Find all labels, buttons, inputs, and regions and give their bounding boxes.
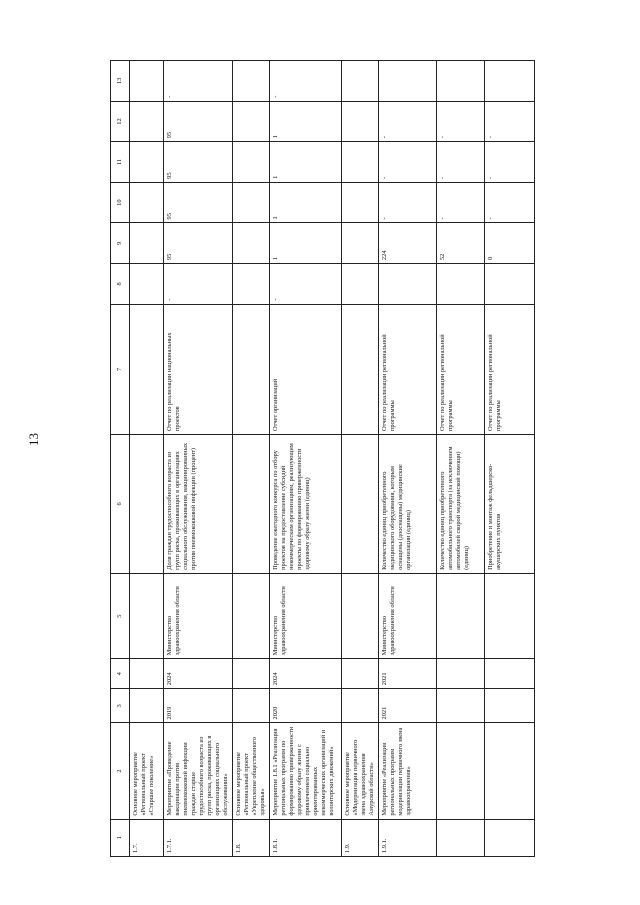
table-row [233,61,270,857]
table-cell [437,61,485,102]
column-header: 13 [111,61,130,102]
table-cell [342,435,379,574]
column-header: 10 [111,182,130,223]
table-cell: Отчет по реализации национальных проектов [164,304,233,434]
table-cell: Количество единиц приобретенного медицинского оборудования, которым оснащены (дооснащены) медицинские организации (единиц) [379,435,437,574]
table-cell: 1.7.1. [164,819,233,856]
table-cell: 1 [270,142,342,183]
table-cell [485,689,535,723]
table-cell: - [270,264,342,305]
table-cell: 2021 [379,659,437,689]
table-cell [485,264,535,305]
table-cell [130,435,164,574]
table-row [342,61,379,857]
table-cell: - [485,142,535,183]
column-header: 5 [111,573,130,658]
table-cell [342,573,379,658]
table-cell: 95 [164,101,233,142]
table-cell: 1.8. [233,819,270,856]
table-cell: Мероприятие 1.8.1 «Реализация региональных программ по формированию приверженности здоровому образу жизни с привлечением социально ориентированных некоммерческих организаций и волонтерских движений» [270,723,342,819]
table-cell: - [164,61,233,102]
table-cell [233,101,270,142]
table-cell: Отчет по реализации региональной программы [379,304,437,434]
column-header: 2 [111,723,130,819]
column-header: 1 [111,819,130,856]
table-cell: Основное мероприятие «Региональный проект «Укрепление общественного здоровья» [233,723,270,819]
table-cell: - [437,182,485,223]
table-row [379,61,437,857]
table-cell: - [270,61,342,102]
table-cell [130,182,164,223]
column-header: 12 [111,101,130,142]
table-cell [233,304,270,434]
table-cell [437,819,485,856]
table-cell [485,819,535,856]
column-header: 9 [111,223,130,264]
table-cell: 1.8.1. [270,819,342,856]
table-cell [342,264,379,305]
table-cell [130,101,164,142]
table-cell [379,61,437,102]
table-cell: 52 [437,223,485,264]
table-cell: Министерство здравоохранения области [164,573,233,658]
column-header: 4 [111,659,130,689]
table-row [437,61,485,857]
table-cell [437,659,485,689]
table-cell: - [379,101,437,142]
table-cell: - [379,182,437,223]
table-cell [437,573,485,658]
table-cell: Отчет организаций [270,304,342,434]
table-cell [342,304,379,434]
table-cell: 95 [164,223,233,264]
table-cell [342,61,379,102]
table-cell: 224 [379,223,437,264]
table-cell: Приобретение и монтаж фельдшерско-акушерских пунктов [485,435,535,574]
table-cell [485,723,535,819]
table-cell [342,223,379,264]
table-cell: - [485,101,535,142]
table-cell: - [379,142,437,183]
table-cell [233,223,270,264]
table-cell: 0 [485,223,535,264]
table-cell: Доля граждан трудоспособного возраста из групп риска, проживающих в организациях социального обслуживания, вакцинированных против пневмококковой инфекции (процент) [164,435,233,574]
table-cell [342,142,379,183]
table-row [130,61,164,857]
table-cell [437,689,485,723]
table-cell: 95 [164,182,233,223]
table-cell: Мероприятие «Реализация региональных программ модернизации первичного звена здравоохранения» [379,723,437,819]
table-cell: 2019 [164,689,233,723]
table-cell [485,573,535,658]
column-header: 7 [111,304,130,434]
table-cell [342,101,379,142]
table-cell: 1 [270,182,342,223]
table-cell [130,264,164,305]
table-cell [233,142,270,183]
table-cell [342,182,379,223]
table-cell [233,182,270,223]
table-cell [130,304,164,434]
table-cell [130,223,164,264]
table-cell: Количество единиц приобретенного автомобильного транспорта (за исключением автомобилей скорой медицинской помощи) (единиц) [437,435,485,574]
table-cell [130,61,164,102]
table-cell: Министерство здравоохранения области [379,573,437,658]
table-cell [233,264,270,305]
table-cell [437,264,485,305]
table-cell: Основное мероприятие «Модернизация первичного звена здравоохранения Амурской области» [342,723,379,819]
table-cell: - [437,101,485,142]
table-row [164,61,233,857]
table-cell: Мероприятие «Проведение вакцинации против пневмококковой инфекции граждан старше трудоспособного возраста из групп риска, проживающих в организациях социального обслуживания» [164,723,233,819]
table-cell [342,689,379,723]
column-header: 8 [111,264,130,305]
table-cell: Основное мероприятие «Региональный проект «Старшее поколение» [130,723,164,819]
table-cell: Проведение ежегодного конкурса по отбору проектов на предоставление субсидий некоммерческим организациям, реализующим проекты по формированию приверженности здоровому образу жизни (единиц) [270,435,342,574]
table-cell [233,689,270,723]
table-cell: 1.9. [342,819,379,856]
table-cell [485,659,535,689]
table-cell: Министерство здравоохранения области [270,573,342,658]
table-cell: - [437,142,485,183]
table-cell: - [164,264,233,305]
table-cell: 1 [270,101,342,142]
table-cell: 2021 [379,689,437,723]
table-cell: Отчет по реализации региональной программы [437,304,485,434]
table-row [270,61,342,857]
table-row [485,61,535,857]
page-number: 13 [26,433,41,446]
table-cell [130,689,164,723]
table-cell [130,659,164,689]
table-cell [233,659,270,689]
table-cell [233,435,270,574]
table-cell [342,659,379,689]
table-cell [485,61,535,102]
table-cell [233,573,270,658]
table-cell [379,264,437,305]
program-table [110,60,522,857]
table-cell [130,142,164,183]
table-cell: 1.7. [130,819,164,856]
table-cell: 1 [270,223,342,264]
table-cell [130,573,164,658]
table-cell: 95 [164,142,233,183]
table-cell: Отчет по реализации региональной программы [485,304,535,434]
header-row [111,61,130,857]
column-header: 11 [111,142,130,183]
column-header: 6 [111,435,130,574]
table-cell: 1.9.1. [379,819,437,856]
table-cell: 2020 [270,689,342,723]
table-cell [233,61,270,102]
table-cell [437,723,485,819]
table-cell: 2024 [270,659,342,689]
column-header: 3 [111,689,130,723]
table-cell: - [485,182,535,223]
table-cell: 2024 [164,659,233,689]
